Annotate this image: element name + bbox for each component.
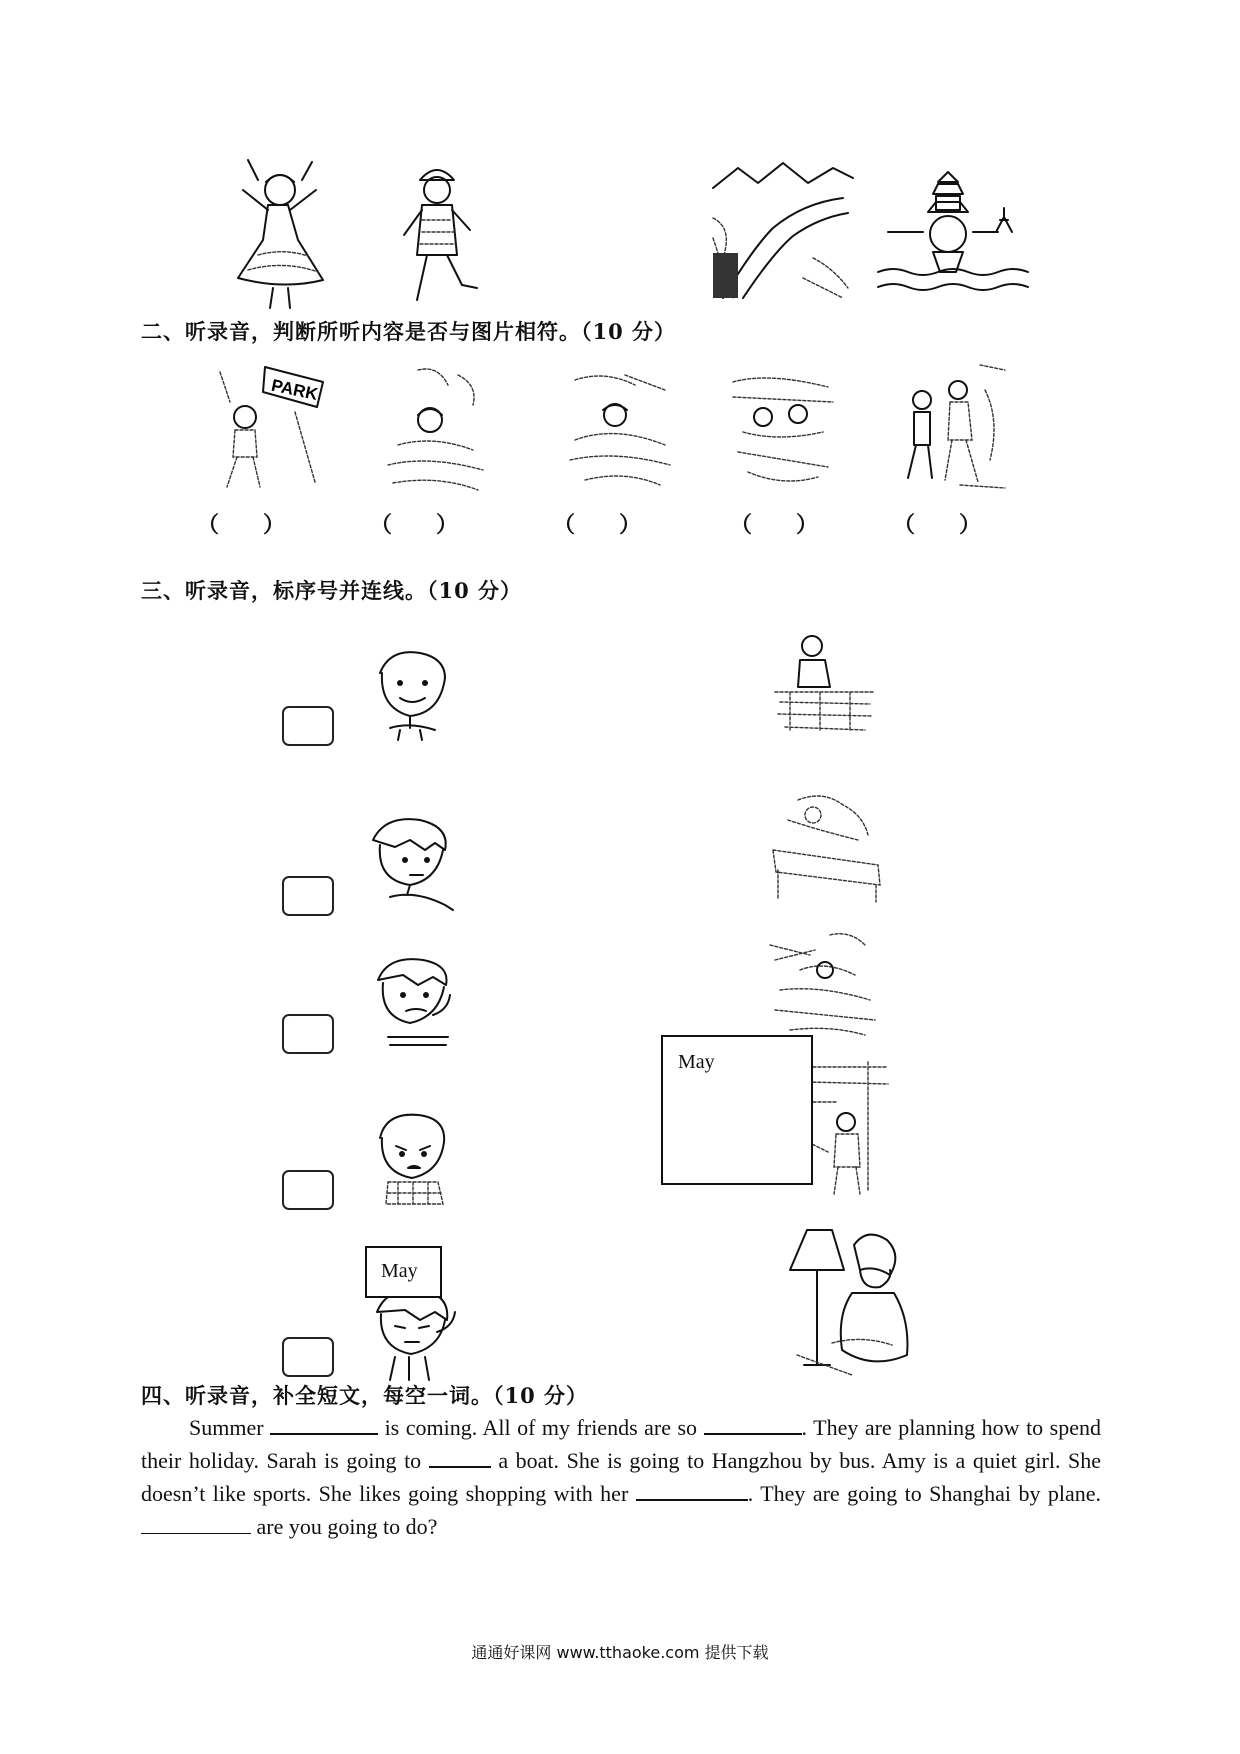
name-label-right-text: May (678, 1051, 715, 1073)
boy-face-3-illustration (368, 955, 463, 1050)
pagoda-lake-illustration (878, 172, 1028, 302)
blank-2[interactable] (704, 1413, 802, 1435)
family-scene-illustration (565, 370, 675, 490)
number-box-5[interactable] (282, 1337, 334, 1377)
outdoor-scene-illustration (770, 930, 880, 1040)
answer-paren-1[interactable]: （ ） (197, 512, 286, 538)
answer-paren-5[interactable]: （ ） (893, 512, 982, 538)
answer-paren-4[interactable]: （ ） (730, 512, 819, 538)
cloze-text-3: . They are planning how to spend their holiday. Sarah is going to (141, 1415, 1101, 1473)
park-sign-text: PARK (269, 375, 320, 404)
name-label-box-left (365, 1246, 442, 1298)
blank-5[interactable] (141, 1513, 251, 1534)
number-box-1[interactable] (282, 706, 334, 746)
number-box-2[interactable] (282, 876, 334, 916)
section4-heading: 四、听录音，补全短文，每空一词。（10 分） (141, 1383, 589, 1408)
blank-4[interactable] (636, 1479, 748, 1501)
boy-costume-illustration (392, 160, 482, 310)
boy-on-boat-illustration (378, 365, 488, 495)
footer-text: 通通好课网 www.tthaoke.com 提供下载 (471, 1643, 769, 1662)
boy-indoor-illustration (808, 1062, 888, 1197)
dancing-girl-illustration (228, 160, 338, 310)
blank-1[interactable] (270, 1413, 378, 1435)
boy-face-2-illustration (365, 815, 460, 910)
section3-heading: 三、听录音，标序号并连线。（10 分） (141, 578, 523, 603)
name-label-left-text: May (381, 1260, 418, 1282)
group-scene-illustration (728, 372, 838, 492)
great-wall-illustration (713, 158, 853, 303)
section2-heading: 二、听录音，判断所听内容是否与图片相符。（10 分） (141, 319, 677, 344)
woman-with-lamp-illustration (782, 1225, 912, 1375)
cloze-text-1: Summer (189, 1415, 264, 1440)
cloze-paragraph (141, 1411, 1101, 1543)
cloze-text-2: is coming. All of my friends are so (384, 1415, 698, 1440)
number-box-4[interactable] (282, 1170, 334, 1210)
cloze-text-6: are you going to do? (256, 1514, 438, 1539)
name-label-box-right (661, 1035, 813, 1185)
park-boy-illustration (215, 362, 325, 492)
answer-paren-2[interactable]: （ ） (370, 512, 459, 538)
cloze-text-4: a boat. She is going to Hangzhou by bus. Amy is a quiet girl. She doesn’t like sports. She likes going shopping with her (141, 1448, 1102, 1506)
blank-3[interactable] (429, 1446, 491, 1468)
answer-paren-3[interactable]: （ ） (553, 512, 642, 538)
boy-face-1-illustration (370, 648, 460, 743)
cloze-text-5: . They are going to Shanghai by plane. (747, 1481, 1102, 1506)
person-in-bed-illustration (768, 790, 888, 905)
boy-face-4-illustration (368, 1110, 463, 1205)
number-box-3[interactable] (282, 1014, 334, 1054)
walking-people-illustration (900, 360, 1010, 495)
boy-at-table-illustration (770, 632, 880, 737)
